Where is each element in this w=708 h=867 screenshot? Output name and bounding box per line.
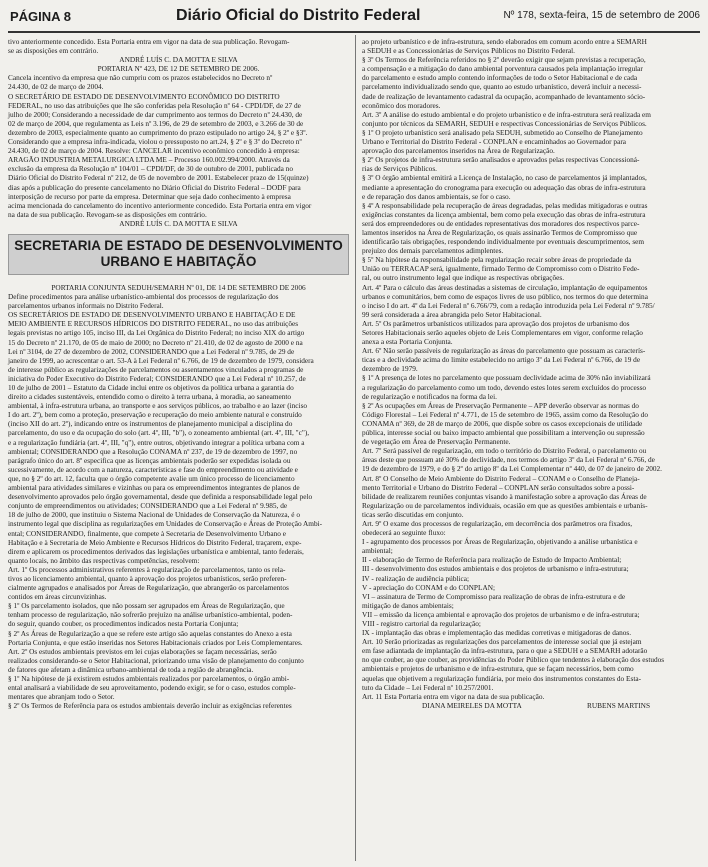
text-line: de vegetação em Área de Preservação Permanente. (362, 437, 511, 447)
text-line: tuto da Cidade – Lei Federal nº 10.257/2001. (362, 682, 494, 692)
text-line: anexa a esta Portaria Conjunta. (362, 337, 453, 347)
text-line: sucessivamente, de acordo com a natureza, características e fase do empreendimento ou atividade e (8, 464, 298, 474)
text-line: 15 do Decreto nº 21.170, de 05 de maio de 2000; no Decreto nº 21.410, de 02 de agosto de 2000 e na (8, 337, 303, 347)
issue-info: Nº 178, sexta-feira, 15 de setembro de 2006 (503, 10, 700, 21)
text-line: parágrafo único do art. 8º especifica que as licenças ambientais poderão ser expedidas isolada ou (8, 455, 291, 465)
text-line: janeiro de 1999, ao acrescentar o art. 53-A à Lei Federal nº 6.766, de 19 de dezembro de 1979, considera (8, 355, 314, 365)
text-line: § 5º Na hipótese da responsabilidade pela regularização recair sobre áreas de propriedade da (362, 255, 632, 265)
text-line: interposição de recurso por parte da empresa. Determinar que seja dado conhecimento à empresa (8, 191, 291, 201)
text-line: de interesse público as regularizações de parcelamentos ou assentamentos vinculados a programas de (8, 364, 304, 374)
text-line: a compensação e a mitigação do dano ambiental porventura causados pela implantação irregular (362, 64, 643, 74)
text-line: no que couber, ao que couber, as providências do Poder Público que tendentes à elaboração dos estudos (362, 655, 665, 665)
text-line: realizados considerando-se o Setor Habitacional, priorizando uma visão de planejamento do conjunto (8, 655, 304, 665)
text-line: § 2º Os projetos de infra-estrutura serão analisados e aprovados pelas respectivas Concessioná- (362, 155, 640, 165)
text-line: bilidade de realizarem reuniões conjuntas visando à manifestação sobre a aprovação das Áreas de (362, 491, 647, 501)
text-line: ticas e a declividade acima do limite estabelecido no artigo 3º da Lei Federal nº 6.766, de 19 de (362, 355, 641, 365)
signature-motta-1: ANDRÉ LUÍS C. DA MOTTA E SILVA (119, 55, 238, 65)
text-line: dezembro de 1979. (362, 364, 418, 374)
text-line: FEDERAL, no uso das atribuições que lhe são conferidas pela Resolução nº 64 - CPDI/DF, de 27 de (8, 100, 301, 110)
text-line: julho de 2000; Considerando a necessidade de dar cumprimento aos termos do Decreto nº 24.430, de (8, 109, 303, 119)
text-line: Art. 5º Os parâmetros urbanísticos utilizados para aprovação dos projetos de urbanismo dos (362, 318, 630, 328)
text-line: VIII - registro cartorial da regularização; (362, 619, 481, 628)
text-line: quanto locais, no âmbito das respectivas competências, resolvem: (8, 555, 200, 565)
text-line: a regularização do parcelamento como um todo, devendo estes lotes serem excluídos do processo (362, 382, 647, 392)
text-line: Diário Oficial do Distrito Federal nº 212, de 05 de novembro de 2001. Estabelecer prazo de 15(quinze) (8, 173, 309, 183)
text-line: Cancela incentivo da empresa que não cumpriu com os prazos estabelecidos no Decreto nº (8, 73, 273, 83)
text-line: 99 será considerada a área abrangida pelo Setor Habitacional. (362, 309, 542, 319)
text-line: § 4º A responsabilidade pela recuperação de áreas degradadas, pelas medidas mitigadoras e outras (362, 200, 648, 210)
text-line: Lei nº 3104, de 27 de dezembro de 2002, CONSIDERANDO que a Lei Federal nº 9.785, de 29 de (8, 346, 295, 356)
text-line: Art. 6º Não serão passíveis de regularização as áreas do parcelamento que possuam as caracterís- (362, 346, 646, 356)
section-banner-line2: URBANO E HABITAÇÃO (100, 253, 257, 269)
text-line: § 1º A presença de lotes no parcelamento que possuam declividade acima de 30% não inviabilizará (362, 373, 651, 383)
text-line: de fatores que afetam a dinâmica urbano-ambiental de toda a região de abrangência. (8, 664, 254, 674)
text-line: obedecerá ao seguinte fluxo: (362, 528, 446, 538)
text-line: § 2º As Áreas de Regularização a que se refere este artigo são aquelas constantes do Anexo a esta (8, 628, 292, 638)
text-line: § 2º As ocupações em Áreas de Preservação Permanente – APP deverão observar as normas do (362, 400, 639, 410)
text-line: MEIO AMBIENTE E RECURSOS HÍDRICOS DO DISTRITO FEDERAL, no uso das atribuições (8, 319, 299, 329)
text-line: ambiental; (362, 546, 393, 556)
text-line: V - apreciação do CONAM e do CONPLAN; (362, 582, 496, 592)
text-line: ticas serão discutidas em conjunto. (362, 509, 464, 519)
text-line: § 3º O órgão ambiental emitirá a Licença de Instalação, no caso de parcelamentos já implantados, (362, 173, 647, 183)
text-line: e a regularização fundiária (art. 4º, III, "q"), entre outros, objetivando integrar a política urbana com a (8, 437, 305, 447)
text-line: econômico dos moradores. (362, 100, 441, 110)
text-line: mento Territorial e Urbano do Distrito Federal – CONPLAN serão consultados sobre a possi- (362, 482, 635, 492)
text-line: Art. 4º Para o cálculo das áreas destinadas a sistemas de circulação, implantação de equipamentos (362, 282, 648, 292)
text-line: § 1º Na hipótese de já existirem estudos ambientais realizados por parcelamentos, o órgão ambi- (8, 674, 290, 683)
text-line: em fase adiantada de implantação da infra-estrutura, para o que a SEDUH e a SEMARH adotarão (362, 646, 648, 656)
text-line: 18 de julho de 2000, que instituiu o Sistema Nacional de Unidades de Conservação da Natureza, é o (8, 510, 300, 520)
text-line: dade de realização de levantamento cadastral da ocupação, acompanhado de levantamento sócio- (362, 91, 646, 101)
text-line: dezembro de 2003, especialmente quanto ao cumprimento do prazo estipulado no artigo 24, § 2º e §3º. (8, 127, 308, 137)
text-line: de regularização e notificados na forma da lei. (362, 391, 497, 401)
text-line: Portaria Conjunta, e que estão inseridas nos Setores Habitacionais criados por Leis Complementares. (8, 637, 303, 647)
text-line: O SECRETÁRIO DE ESTADO DE DESENVOLVIMENTO ECONÔMICO DO DISTRITO (8, 91, 280, 101)
text-line: Código Florestal – Lei Federal nº 4.771, de 15 de setembro de 1965, assim como da Resolução do (362, 409, 648, 419)
text-line: Art. 1º Os processos administrativos referentes à regularização de parcelamentos, tanto os rela- (8, 564, 286, 574)
signature-motta-2: ANDRÉ LUÍS C. DA MOTTA E SILVA (119, 218, 238, 228)
text-line: II - elaboração de Termo de Referência para realização de Estudo de Impacto Ambiental; (362, 555, 622, 565)
text-line: ambiental; CONSIDERANDO que a Resolução CONAMA nº 237, de 19 de dezembro de 1997, no (8, 446, 298, 456)
text-line: Define procedimentos para análise urbanístico-ambiental dos processos de regularização dos (8, 292, 279, 302)
text-line: 10 de julho de 2001 – Estatuto da Cidade inclui entre os objetivos da política urbana a garantia do (8, 383, 294, 392)
right-column (362, 37, 700, 710)
text-line: cialmente agrupados e analisados por Áreas de Regularização, que abrangerão os parcelamentos (8, 583, 289, 593)
text-line: do parcelamento e estudo amplo contendo informações de todo o Setor Habitacional e de cada (362, 73, 638, 83)
text-line: tenham processo de regularização, não sofrerão prejuízo na análise urbanístico-ambiental, poden- (8, 610, 293, 620)
text-line: Art. 8º O Conselho de Meio Ambiente do Distrito Federal – CONAM e o Conselho de Planeja- (362, 473, 640, 483)
text-line: parcelamento individualizado sendo que, quanto ao estudo urbanístico, deverá incluir a necessi- (362, 82, 642, 92)
text-line: ARAGÃO INDUSTRIA METALURGICA LTDA ME – Processo 160.002.994/2000. Através da (8, 155, 290, 165)
text-line: identificarão tais obrigações, respondendo individualmente por eventuais descumprimentos, sem (362, 237, 645, 247)
text-line: será dos empreendedores ou de entidades representativas dos moradores dos respectivos parce- (362, 218, 640, 228)
text-line: acima mencionada do cancelamento do incentivo anteriormente concedido. Esta Portaria entra em vigor (8, 200, 312, 210)
text-line: Urbano e Territorial do Distrito Federal - CONPLAN e encaminhados ao Governador para (362, 137, 626, 147)
text-line: parcelamento, do uso e da ocupação do solo (art. 4º, III, "b"), o zoneamento ambiental (art. 4º, III, "c"), (8, 428, 310, 438)
text-line: Art. 2º Os estudos ambientais previstos em lei cujas elaborações se façam necessárias, serão (8, 646, 277, 656)
text-line: legais previstas no artigo 105, inciso III, da Lei Orgânica do Distrito Federal; no inciso XIX do artigo (8, 328, 305, 338)
text-line: ental; CONSIDERANDO, finalmente, que compete à Secretaria de Desenvolvimento Urbano e (8, 528, 287, 538)
text-line: conjunto por técnicos da SEMARH, SEDUH e respectivas Concessionárias de Serviços Públicos. (362, 118, 647, 128)
text-line: Art. 10 Serão priorizadas as regularizações dos parcelamentos de interesse social que já estejam (362, 637, 642, 647)
portaria-423-title: PORTARIA Nº 423, DE 12 DE SETEMBRO DE 2006. (97, 64, 260, 74)
text-line: tivo anteriormente concedido. Esta Portaria entra em vigor na data de sua publicação. Revogam- (8, 37, 290, 46)
text-line: III - desenvolvimento dos estudos ambientais e dos projetos de urbanismo e infra-estrutura; (362, 564, 629, 574)
text-line: 02 de março de 2004, que regulamenta as Leis nº 3.196, de 29 de setembro de 2003, e 3.266 de 30 de (8, 118, 304, 128)
portaria-conjunta-title: PORTARIA CONJUNTA SEDUH/SEMARH Nº 01, DE 14 DE SETEMBRO DE 2006 (51, 282, 306, 292)
section-banner-line1: SECRETARIA DE ESTADO DE DESENVOLVIMENTO (14, 237, 343, 253)
text-line: mitigação de danos ambientais; (362, 600, 454, 610)
text-line: Setores Habitacionais serão aqueles objeto de Leis Complementares em vigor, conforme relação (362, 328, 643, 337)
text-line: o inciso I do art. 4º da Lei Federal nº 6.766/79, com a redação introduzida pela Lei Federal nº 9.785/ (362, 300, 655, 310)
signatures (362, 701, 700, 710)
section-banner (8, 234, 349, 275)
text-line: aquelas que objetivem a regularização fundiária, por meio dos instrumentos constantes do Esta- (362, 673, 642, 683)
text-line: instrumento legal que disciplina as regularizações em Unidades de Conservação e Áreas de Proteção Ambi- (8, 519, 323, 529)
text-line: § 2º Os Termos de Referência para os estudos ambientais deverão incluir as exigências referentes (8, 701, 292, 711)
text-line: ambientais e projetos de urbanismo e de infra-estrutura, que se façam necessários, bem como (362, 664, 634, 674)
text-line: Habitação e à Secretaria de Meio Ambiente e Recursos Hídricos do Distrito Federal, traçarem, expe- (8, 537, 302, 547)
left-column (8, 37, 349, 710)
text-line: urbanos e comunitários, bem como de espaços livres de uso público, nos termos do que determina (362, 291, 648, 301)
text-line: rias de Serviços Públicos. (362, 164, 437, 174)
text-line: direito a cidades sustentáveis, entendido como o direito à terra urbana, à moradia, ao saneamento (8, 392, 292, 402)
text-line: ao projeto urbanístico e de infra-estrutura, sendo elaborados em comum acordo entre a SEMARH (362, 37, 647, 46)
text-line: mentares que abranjam todo o Setor. (8, 692, 115, 702)
text-line: VII – emissão da licença ambiental e aprovação dos projetos de urbanismo e de infra-estrutura; (362, 609, 640, 619)
text-line: se as disposições em contrário. (8, 46, 99, 56)
text-line: parcelamentos urbanos informais no Distrito Federal. (8, 301, 164, 311)
text-line: direm e aplicarem os procedimentos derivados das legislações urbanística e ambiental, tanto federais, (8, 546, 304, 556)
text-line: na data de sua publicação. Revogam-se as disposições em contrário. (8, 209, 207, 219)
page-header (8, 4, 700, 32)
text-line: IX - implantação das obras e implementação das medidas corretivas e mitigadoras de danos. (362, 628, 632, 638)
text-line: aprovação dos parcelamentos inseridos na Área de Regularização. (362, 146, 555, 156)
text-line: iniciativa do Poder Executivo do Distrito Federal; CONSIDERANDO que a Lei Federal nº 10.257, de (8, 373, 306, 383)
text-line: a SEDUH e as Concessionárias de Serviços Públicos no Distrito Federal. (362, 46, 575, 56)
text-line: ental analisará a viabilidade de seu aproveitamento, podendo exigir, se for o caso, estudos comple- (8, 683, 296, 693)
text-line: mediante a apresentação do cronograma para execução ou adequação das obras de infra-estrutura (362, 182, 646, 192)
text-line: VI – assinatura de Termo de Compromisso para realização de obras de infra-estrutura e de (362, 591, 626, 601)
text-line: tivos ao licenciamento ambiental, quanto à aprovação dos projetos urbanísticos, serão preferen- (8, 573, 287, 583)
text-line: desenvolvimento aprovados pelo órgão governamental, desde que definida a responsabilidade legal pelo (8, 492, 313, 502)
text-line: I - agrupamento dos processos por Áreas de Regularização, objetivando a análise urbanística e (362, 537, 638, 547)
text-line: conjunto de empreendimentos ou atividades; CONSIDERANDO que a Lei Federal nº 9.985, de (8, 501, 288, 511)
text-line: do seguir, quando couber, os procedimentos indicados nesta Portaria Conjunta; (8, 619, 239, 629)
text-line: Considerando que a empresa infra-indicada, violou o pressuposto no art.24, § 2º e § 3º do Decreto nº (8, 137, 302, 147)
signature-diana: DIANA MEIRELES DA MOTTA (422, 700, 522, 710)
text-line: exclusão da empresa da Resolução nº 104/01 – CPDI/DF, de 30 de outubro de 2001, publicada no (8, 164, 293, 174)
text-line: 24.430, de 02 de março de 2004. (8, 82, 104, 92)
right-column-body (362, 37, 700, 701)
text-line: exigências constantes da licença ambiental, bem como pela execução das obras de infra-estrutura (362, 209, 646, 219)
text-line: CONAMA nº 369, de 28 de março de 2006, que dispõe sobre os casos excepcionais de utilidade (362, 418, 643, 428)
text-line: ral, ou outro instrumento legal que indique as respectivas obrigações. (362, 273, 565, 283)
text-line: Art. 9º O exame dos processos de regularização, em decorrência dos parâmetros ora fixados, (362, 518, 633, 528)
signature-rubens: RUBENS MARTINS (586, 700, 650, 710)
text-line: Art. 11 Esta Portaria entra em vigor na data de sua publicação. (362, 691, 545, 701)
text-line: § 1º Os parcelamento isolados, que não possam ser agrupados em Áreas de Regularização, que (8, 601, 285, 611)
text-line: lamentos inseridos na Área de Regularização, os quais assinarão Termos de Compromisso que (362, 227, 638, 237)
text-line: Art. 3º A análise do estudo ambiental e do projeto urbanístico e de infra-estrutura será realizada em (362, 109, 651, 119)
column-divider (355, 35, 356, 861)
text-line: § 1º O projeto urbanístico será analisado pela SEDUH, submetido ao Conselho de Planejamento (362, 127, 643, 137)
text-line: prejuízo dos demais parcelamentos adimplentes. (362, 246, 504, 256)
page-number: PÁGINA 8 (10, 9, 71, 24)
text-line: União ou TERRACAP será, igualmente, firmado Termo de Compromisso com o Distrito Fede- (362, 264, 640, 274)
portaria-conjunta-body (8, 292, 349, 710)
text-line: 19 de dezembro de 1979, e do § 2º do artigo 8º da Lei Complementar nº 440, de 07 de janeiro de 2002. (362, 464, 663, 474)
text-line: 24.430, de 02 de março de 2004. Resolve: CANCELAR incentivo econômico concedido à empresa: (8, 146, 300, 156)
text-line: áreas deste que possuam até 30% de declividade, nos termos do artigo 3º da Lei Federal nº 6.766, de (362, 455, 655, 465)
text-line: Art. 7º Será passível de regularização, em todo o território do Distrito Federal, o parcelamento ou (362, 446, 647, 456)
text-line: dias após a publicação do presente cancelamento no Diário Oficial do Distrito Federal – DODF para (8, 182, 301, 192)
text-line: § 3º Os Termos de Referência referidos no § 2º deverão exigir que sejam previstas a recuperação, (362, 55, 646, 65)
text-line: I do art. 2º), bem como a proteção, preservação e recuperação do meio ambiente natural e construído (8, 410, 302, 420)
text-line: e de reparação dos danos ambientais, se for o caso. (362, 191, 511, 201)
text-line: OS SECRETÁRIOS DE ESTADO DE DESENVOLVIMENTO URBANO E HABITAÇÃO E DE (8, 310, 296, 320)
text-line: IV - realização de audiência pública; (362, 573, 470, 583)
text-line: ambiental, à infra-estrutura urbana, ao transporte e aos serviços públicos, ao trabalho e ao lazer (inciso (8, 401, 308, 411)
text-line: que, no § 2º do art. 12, faculta que o órgão competente avalie um único processo de licenciamento (8, 473, 295, 483)
text-line: ambiental para atividades similares e vizinhas ou para os empreendimentos integrantes de planos de (8, 483, 300, 493)
left-top-text (8, 37, 349, 55)
header-divider (8, 31, 700, 33)
text-line: Regularização ou de parcelamentos individuais, ocasião em que as questões ambientais e urbanís- (362, 500, 648, 510)
text-line: (inciso XII do art. 2º), indicando entre os instrumentos de planejamento municipal a disciplina do (8, 419, 293, 429)
newspaper-title: Diário Oficial do Distrito Federal (176, 7, 421, 24)
text-line: contidos em áreas circunvizinhas. (8, 592, 107, 602)
text-line: pública, interesse social ou baixo impacto ambiental que possibilitam a intervenção ou supressão (362, 428, 645, 438)
portaria-423-body (8, 73, 349, 219)
